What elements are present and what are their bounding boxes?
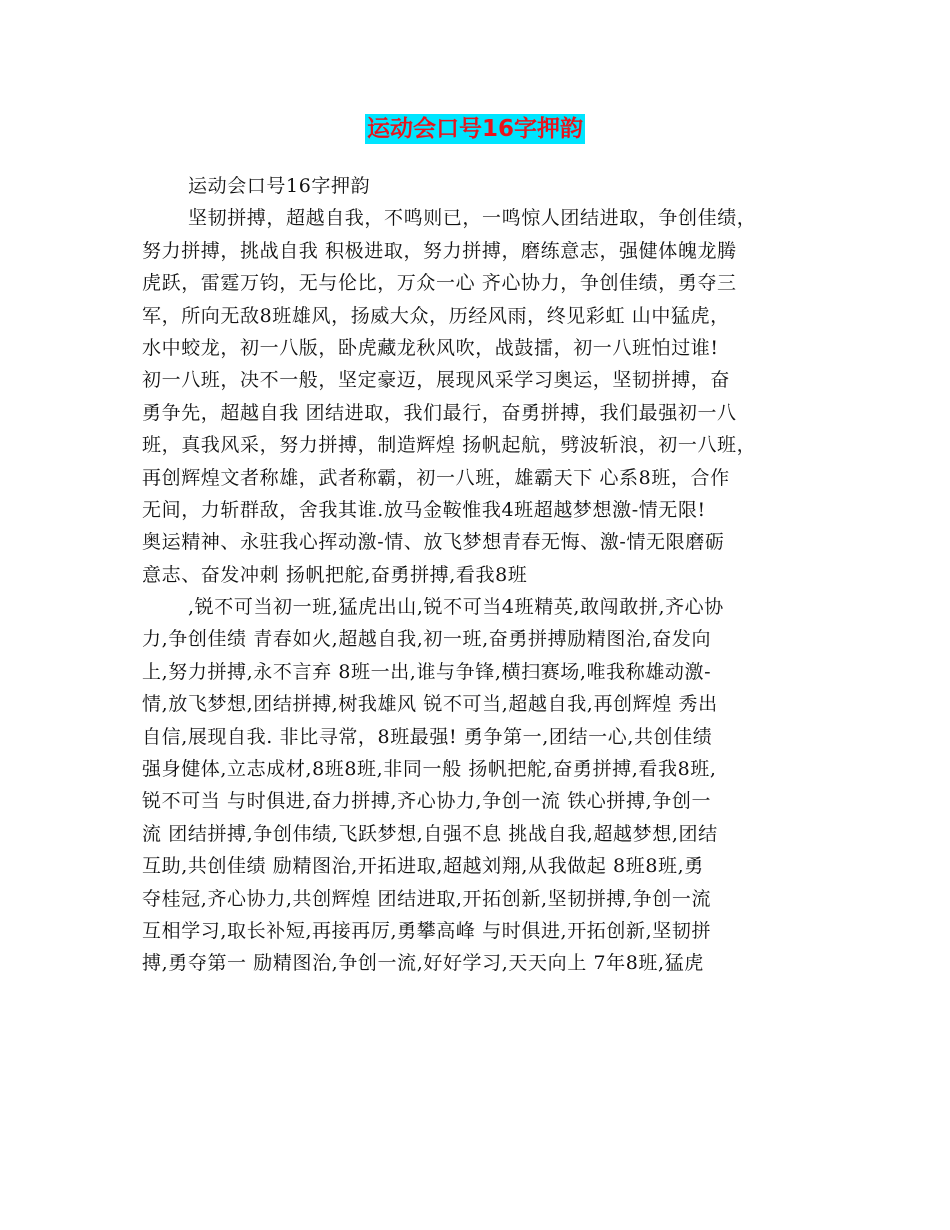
text-line: 奥运精神、永驻我心挥动激-情、放飞梦想青春无悔、激-情无限磨砺 xyxy=(142,531,725,554)
text-line: 无间，力斩群敌，舍我其谁.放马金鞍惟我4班超越梦想激-情无限! xyxy=(142,498,706,521)
text-line: 互助,共创佳绩 励精图治,开拓进取,超越刘翔,从我做起 8班8班,勇 xyxy=(142,855,704,878)
text-line: 自信,展现自我. 非比寻常，8班最强! 勇争第一,团结一心,共创佳绩 xyxy=(142,725,713,748)
text-line: 运动会口号16字押韵 xyxy=(188,175,371,197)
text-line: 坚韧拼搏，超越自我，不鸣则已，一鸣惊人团结进取，争创佳绩， xyxy=(188,207,757,230)
text-line: 上,努力拼搏,永不言弃 8班一出,谁与争锋,横扫赛场,唯我称雄动激- xyxy=(142,660,712,683)
text-line: 流 团结拼搏,争创伟绩,飞跃梦想,自强不息 挑战自我,超越梦想,团结 xyxy=(142,822,718,845)
text-line: 锐不可当 与时俱进,奋力拼搏,齐心协力,争创一流 铁心拼搏,争创一 xyxy=(142,790,712,813)
text-line: 勇争先，超越自我 团结进取，我们最行，奋勇拼搏，我们最强初一八 xyxy=(142,401,737,424)
text-line: 情,放飞梦想,团结拼搏,树我雄风 锐不可当,超越自我,再创辉煌 秀出 xyxy=(142,693,718,716)
text-line: 强身健体,立志成材,8班8班,非同一般 扬帆把舵,奋勇拼搏,看我8班, xyxy=(142,758,717,781)
title-container xyxy=(0,114,950,144)
text-line: 力,争创佳绩 青春如火,超越自我,初一班,奋勇拼搏励精图治,奋发向 xyxy=(142,628,712,651)
text-line: ,锐不可当初一班,猛虎出山,锐不可当4班精英,敢闯敢拼,齐心协 xyxy=(188,596,724,619)
text-line: 互相学习,取长补短,再接再厉,勇攀高峰 与时俱进,开拓创新,坚韧拼 xyxy=(142,919,712,942)
text-line: 搏,勇夺第一 励精图治,争创一流,好好学习,天天向上 7年8班,猛虎 xyxy=(142,952,704,975)
text-line: 班，真我风采，努力拼搏，制造辉煌 扬帆起航，劈波斩浪，初一八班， xyxy=(142,434,757,457)
text-line: 水中蛟龙，初一八版，卧虎藏龙秋风吹，战鼓擂，初一八班怕过谁! xyxy=(142,336,719,359)
text-line: 军，所向无敌8班雄风，扬威大众，历经风雨，终见彩虹 山中猛虎， xyxy=(142,304,730,327)
document-body xyxy=(142,170,814,980)
text-line: 意志、奋发冲刺 扬帆把舵,奋勇拼搏,看我8班 xyxy=(142,563,528,586)
text-line: 夺桂冠,齐心协力,共创辉煌 团结进取,开拓创新,坚韧拼搏,争创一流 xyxy=(142,887,712,910)
text-line: 再创辉煌文者称雄，武者称霸，初一八班，雄霸天下 心系8班，合作 xyxy=(142,466,730,489)
document-title: 运动会口号16字押韵 xyxy=(366,116,583,142)
text-line: 努力拼搏，挑战自我 积极进取，努力拼搏，磨练意志，强健体魄龙腾 xyxy=(142,239,737,262)
text-line: 虎跃，雷霆万钧，无与伦比，万众一心 齐心协力，争创佳绩，勇夺三 xyxy=(142,272,737,295)
text-line: 初一八班，决不一般，坚定豪迈，展现风采学习奥运，坚韧拼搏，奋 xyxy=(142,369,731,392)
